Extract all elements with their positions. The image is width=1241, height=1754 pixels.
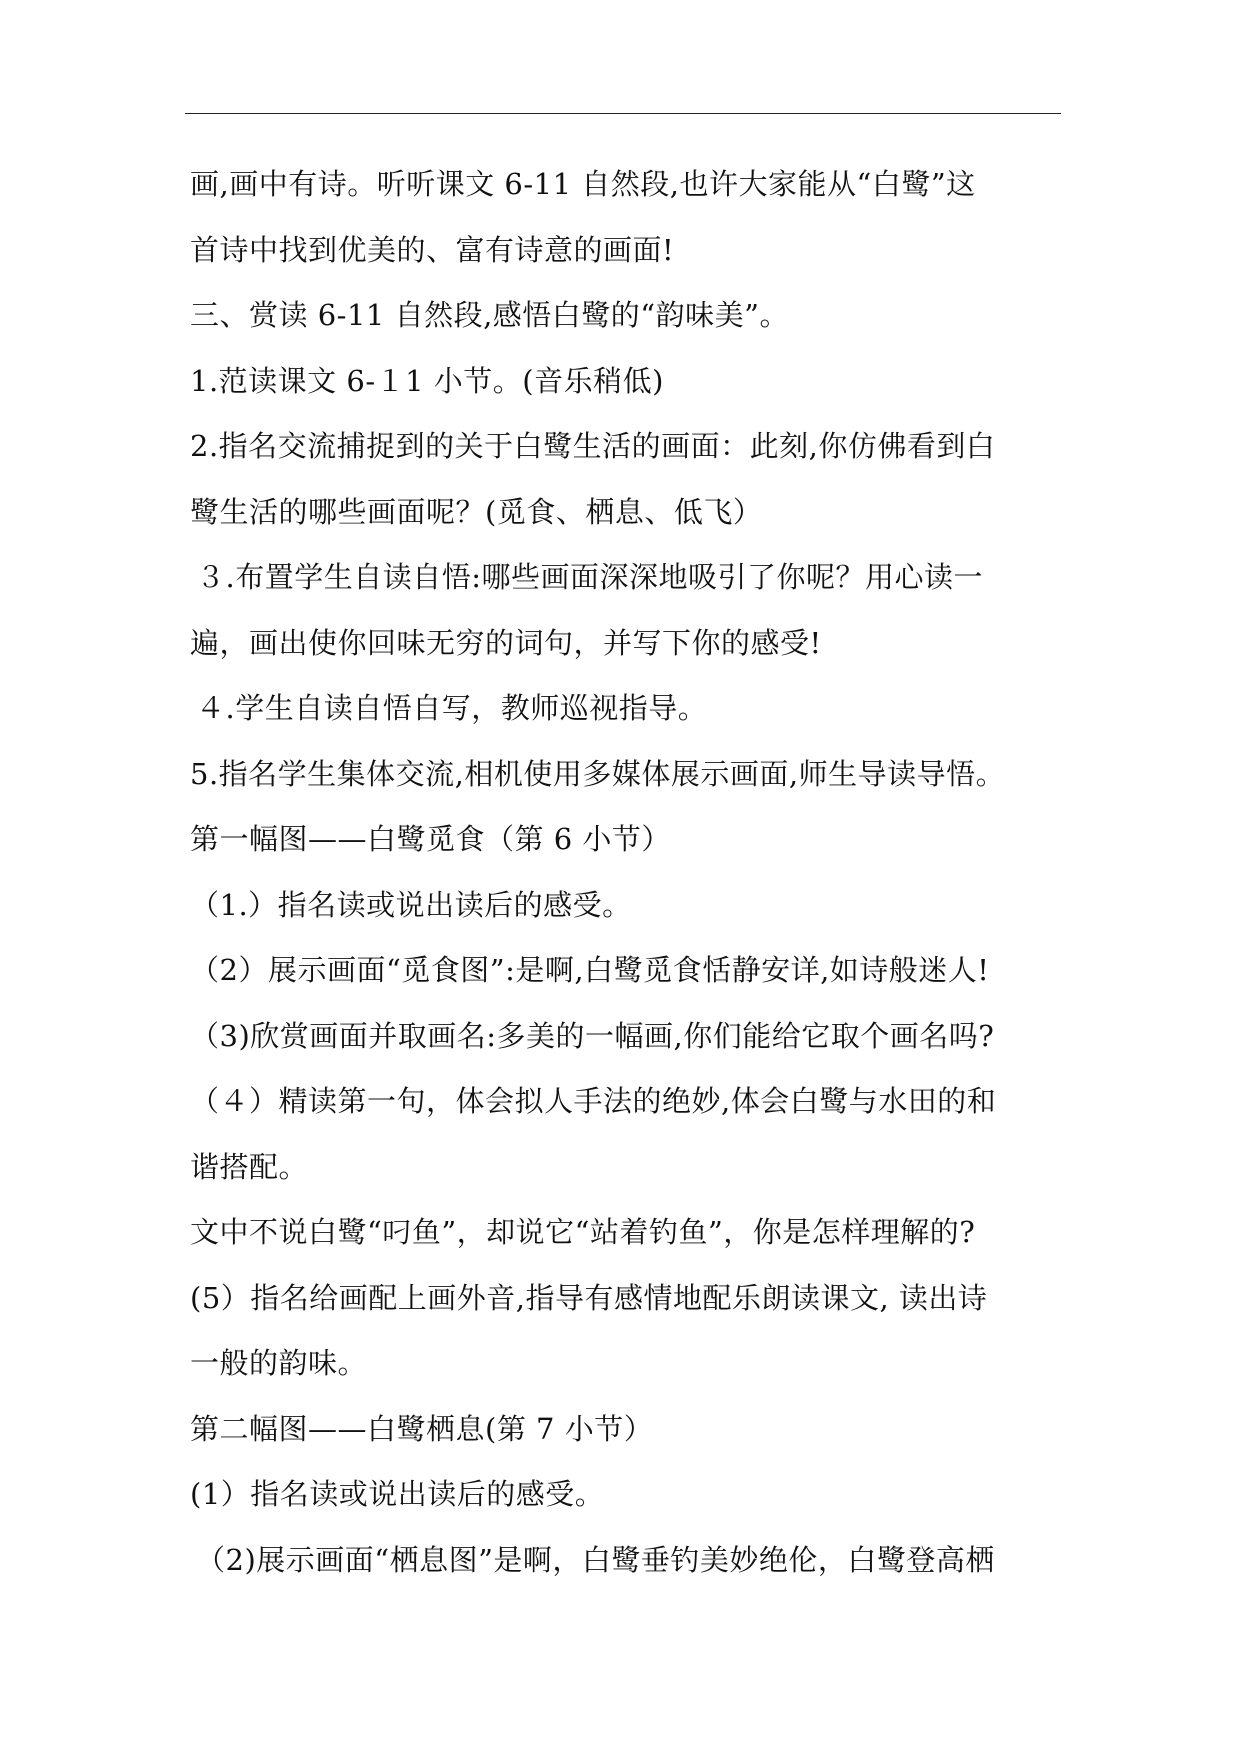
list-item: （3)欣赏画面并取画名:多美的一幅画,你们能给它取个画名吗? <box>190 1018 995 1053</box>
text-line: 遍，画出使你回味无穷的词句，并写下你的感受! <box>190 625 822 660</box>
text-line: 首诗中找到优美的、富有诗意的画面! <box>190 232 675 267</box>
subsection-heading: 第二幅图——白鹭栖息(第 7 小节） <box>190 1411 654 1446</box>
section-heading: 三、赏读 6-11 自然段,感悟白鹭的“韵味美”。 <box>190 298 789 332</box>
list-item: （1.）指名读或说出读后的感受。 <box>190 887 632 922</box>
list-item: （2)展示画面“栖息图”是啊，白鹭垂钓美妙绝伦，白鹭登高栖 <box>196 1542 995 1577</box>
header-rule <box>185 113 1061 114</box>
list-item: （４）精读第一句，体会拟人手法的绝妙,体会白鹭与水田的和 <box>190 1084 997 1118</box>
list-item: 2.指名交流捕捉到的关于白鹭生活的画面：此刻,你仿佛看到白 <box>190 429 996 463</box>
text-line: 谐搭配。 <box>190 1149 309 1184</box>
list-item: (1）指名读或说出读后的感受。 <box>190 1477 605 1511</box>
list-item: ３.布置学生自读自悟:哪些画面深深地吸引了你呢？用心读一 <box>196 560 983 594</box>
list-item: 5.指名学生集体交流,相机使用多媒体展示画面,师生导读导悟。 <box>190 756 1006 791</box>
text-line: 画,画中有诗。听听课文 6-11 自然段,也许大家能从“白鹭”这 <box>190 167 976 201</box>
subsection-heading: 第一幅图——白鹭觅食（第 6 小节） <box>190 822 671 856</box>
list-item: （2）展示画面“觅食图”:是啊,白鹭觅食恬静安详,如诗般迷人! <box>190 953 990 987</box>
list-item: ４.学生自读自悟自写，教师巡视指导。 <box>196 691 708 725</box>
text-line: 鹭生活的哪些画面呢？(觅食、栖息、低飞） <box>190 494 763 529</box>
body-text <box>190 160 1070 1601</box>
text-line: 文中不说白鹭“叼鱼”，却说它“站着钓鱼”，你是怎样理解的? <box>190 1215 976 1249</box>
text-line: 一般的韵味。 <box>190 1346 368 1380</box>
list-item: (5）指名给画配上画外音,指导有感情地配乐朗读课文, 读出诗 <box>190 1280 988 1315</box>
list-item: 1.范读课文 6-１1 小节。(音乐稍低) <box>190 363 664 398</box>
